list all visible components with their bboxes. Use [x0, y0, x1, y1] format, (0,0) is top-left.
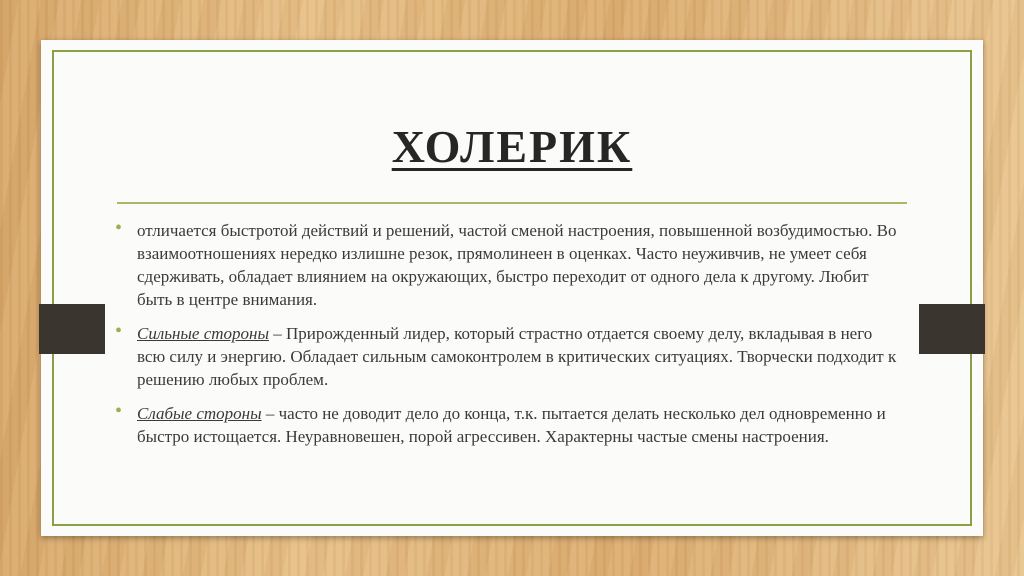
strengths-label: Сильные стороны: [137, 324, 269, 343]
left-decorative-tab: [39, 304, 105, 354]
weaknesses-label: Слабые стороны: [137, 404, 262, 423]
bullet-text: – Прирожденный лидер, который страстно отдается своему делу, вкладывая в него всю силу и энергию. Обладает сильным самоконтролем в критических ситуациях. Творчески подходит к решению любых проблем.: [137, 324, 897, 389]
bullet-icon: •: [115, 217, 123, 239]
bullet-icon: •: [115, 320, 123, 342]
title-divider: [117, 202, 907, 204]
bullet-icon: •: [115, 400, 123, 422]
bullet-text: отличается быстротой действий и решений, частой сменой настроения, повышенной возбудимостью. Во взаимоотношениях нередко излишне резок, прямолинеен в оценках. Часто неуживчив, не умеет себя сдерживать, обладает влиянием на окружающих, быстро переходит от одного дела к другому. Любит быть в центре внимания.: [137, 221, 897, 309]
bullet-text: – часто не доводит дело до конца, т.к. пытается делать несколько дел одновременно и быстро истощается. Неуравновешен, порой агрессивен. Характерны частые смены настроения.: [137, 404, 886, 446]
bullet-strengths: [114, 322, 904, 391]
bullet-list: [114, 219, 904, 459]
slide-title: ХОЛЕРИК: [391, 121, 633, 172]
right-decorative-tab: [919, 304, 985, 354]
bullet-weaknesses: [114, 402, 904, 448]
bullet-description: [114, 219, 904, 311]
